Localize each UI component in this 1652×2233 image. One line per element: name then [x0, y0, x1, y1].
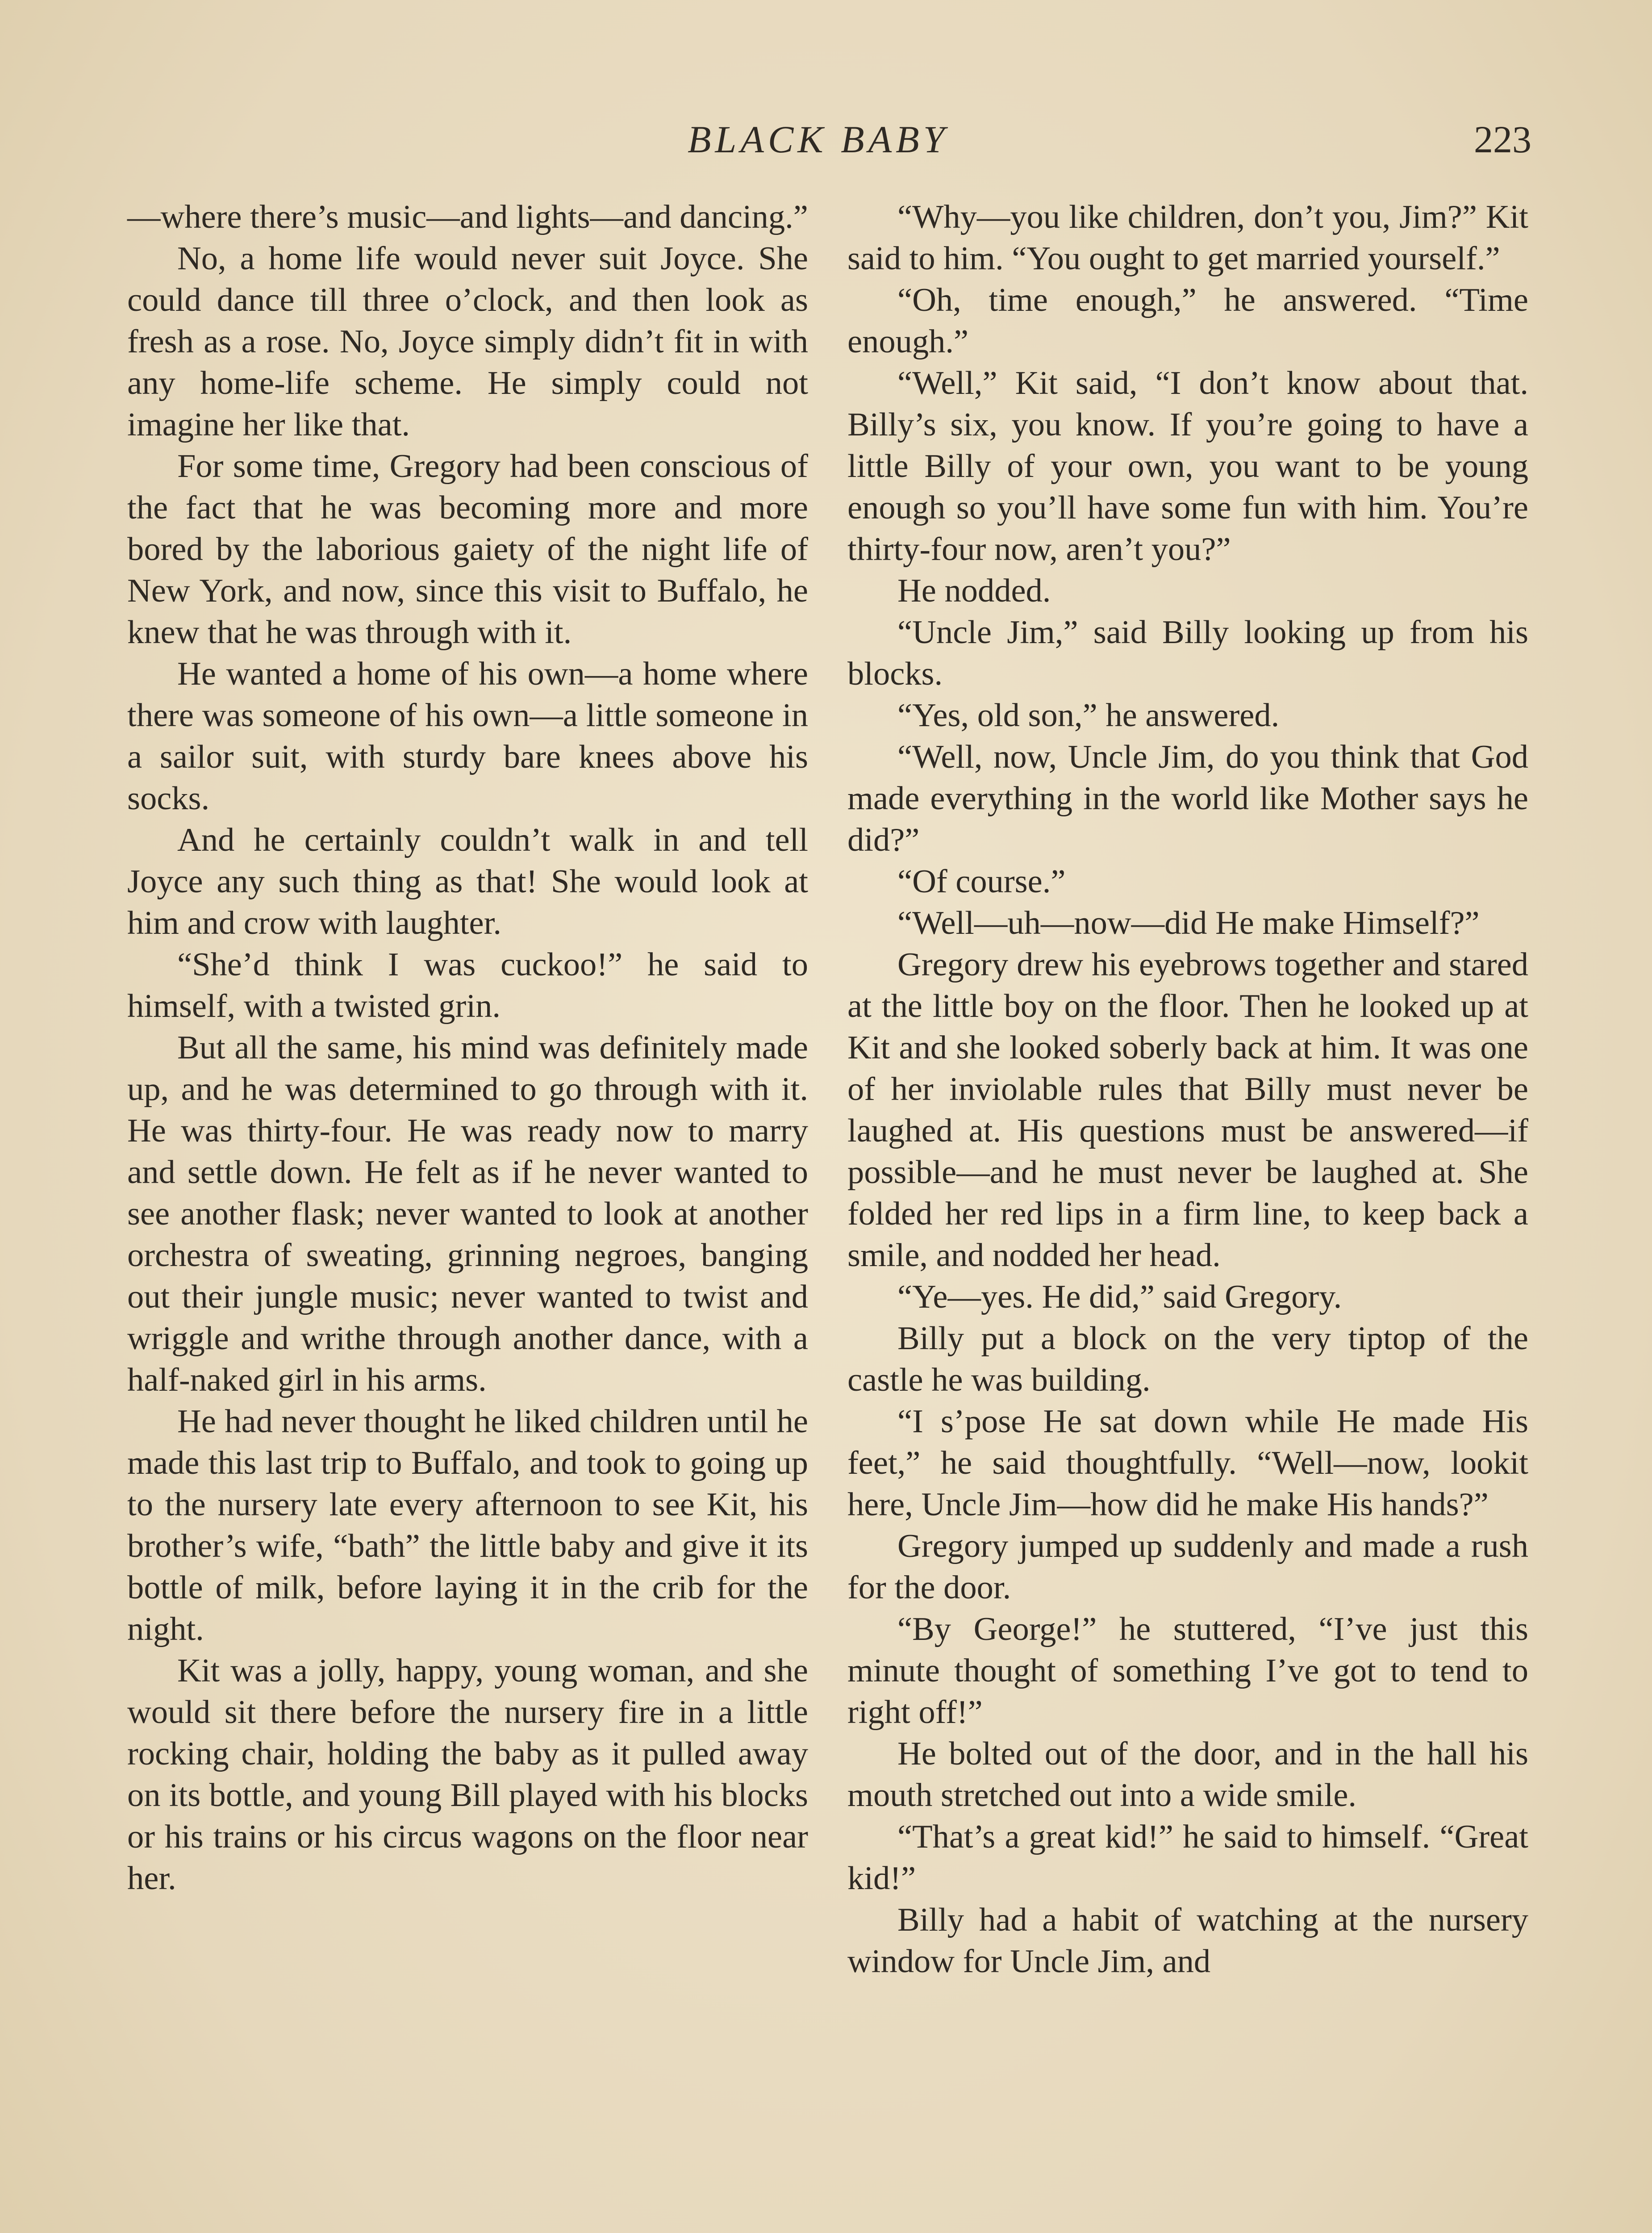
paragraph: “She’d think I was cuckoo!” he said to himself, with a twisted grin.: [127, 946, 808, 1025]
paragraph: “That’s a great kid!” he said to himself. “Great kid!”: [847, 1819, 1528, 1897]
paragraph: He bolted out of the door, and in the hall his mouth stretched out into a wide smile.: [847, 1735, 1528, 1814]
paragraph: For some time, Gregory had been conscious of the fact that he was becoming more and more bored by the laborious gaiety of the night life of New York, and now, since this visit to Buffalo, he knew that he was through with it.: [127, 448, 808, 651]
paragraph: “Of course.”: [897, 863, 1066, 900]
paragraph: Billy had a habit of watching at the nursery window for Uncle Jim, and: [847, 1902, 1528, 1980]
paragraph: He had never thought he liked children until he made this last trip to Buffalo, and took to going up to the nursery late every afternoon to see Kit, his brother’s wife, “bath” the little baby and give it its bottle of milk, before laying it in the crib for the night.: [127, 1403, 808, 1648]
paragraph: “Oh, time enough,” he answered. “Time enough.”: [847, 282, 1528, 360]
paragraph: “Well—uh—now—did He make Himself?”: [897, 905, 1480, 941]
paragraph: Kit was a jolly, happy, young woman, and she would sit there before the nursery fire in a little rocking chair, holding the baby as it pulled away on its bottle, and young Bill played with his blocks or his trains or his circus wagons on the floor near her.: [127, 1652, 808, 1897]
paragraph: —where there’s music—and lights—and dancing.”: [127, 199, 808, 235]
paragraph: “Yes, old son,” he answered.: [897, 697, 1280, 734]
paragraph: He nodded.: [897, 573, 1051, 609]
paragraph: “Uncle Jim,” said Billy looking up from his blocks.: [847, 614, 1528, 692]
page-number: 223: [1474, 118, 1531, 161]
paragraph: But all the same, his mind was definitely made up, and he was determined to go through with it. He was thirty-four. He was ready now to marry and settle down. He felt as if he never wanted to see another flask; never wanted to look at another orchestra of sweating, grinning negroes, banging out their jungle music; never wanted to twist and wriggle and writhe through another dance, with a half-naked girl in his arms.: [127, 1029, 808, 1398]
paragraph: Gregory jumped up suddenly and made a rush for the door.: [847, 1528, 1528, 1606]
paragraph: “By George!” he stuttered, “I’ve just this minute thought of something I’ve got to tend to right off!”: [847, 1611, 1528, 1731]
page-header: [121, 117, 1531, 166]
paragraph: “I s’pose He sat down while He made His feet,” he said thoughtfully. “Well—now, lookit here, Uncle Jim—how did he make His hands?”: [847, 1403, 1528, 1523]
right-column: [847, 197, 1528, 1982]
paragraph: No, a home life would never suit Joyce. She could dance till three o’clock, and then look as fresh as a rose. No, Joyce simply didn’t fit in with any home-life scheme. He simply could not imagine her like that.: [127, 240, 808, 443]
paragraph: Gregory drew his eyebrows together and stared at the little boy on the floor. Then he looked up at Kit and she looked soberly back at him. It was one of her inviolable rules that Billy must never be laughed at. His questions must be answered—if possible—and he must never be laughed at. She folded her red lips in a firm line, to keep back a smile, and nodded her head.: [847, 946, 1528, 1274]
paragraph: “Well,” Kit said, “I don’t know about that. Billy’s six, you know. If you’re going to have a little Billy of your own, you want to be young enough so you’ll have some fun with him. You’re thirty-four now, aren’t you?”: [847, 365, 1528, 568]
paragraph: Billy put a block on the very tiptop of the castle he was building.: [847, 1320, 1528, 1398]
paragraph: He wanted a home of his own—a home where there was someone of his own—a little someone in a sailor suit, with sturdy bare knees above his socks.: [127, 656, 808, 817]
paragraph: And he certainly couldn’t walk in and tell Joyce any such thing as that! She would look at him and crow with laughter.: [127, 822, 808, 941]
paragraph: “Why—you like children, don’t you, Jim?” Kit said to him. “You ought to get married yourself.”: [847, 199, 1528, 277]
running-head: BLACK BABY: [688, 118, 949, 161]
paragraph: “Well, now, Uncle Jim, do you think that God made everything in the world like Mother says he did?”: [847, 739, 1528, 858]
paragraph: “Ye—yes. He did,” said Gregory.: [897, 1279, 1342, 1315]
left-column: [127, 197, 808, 1899]
